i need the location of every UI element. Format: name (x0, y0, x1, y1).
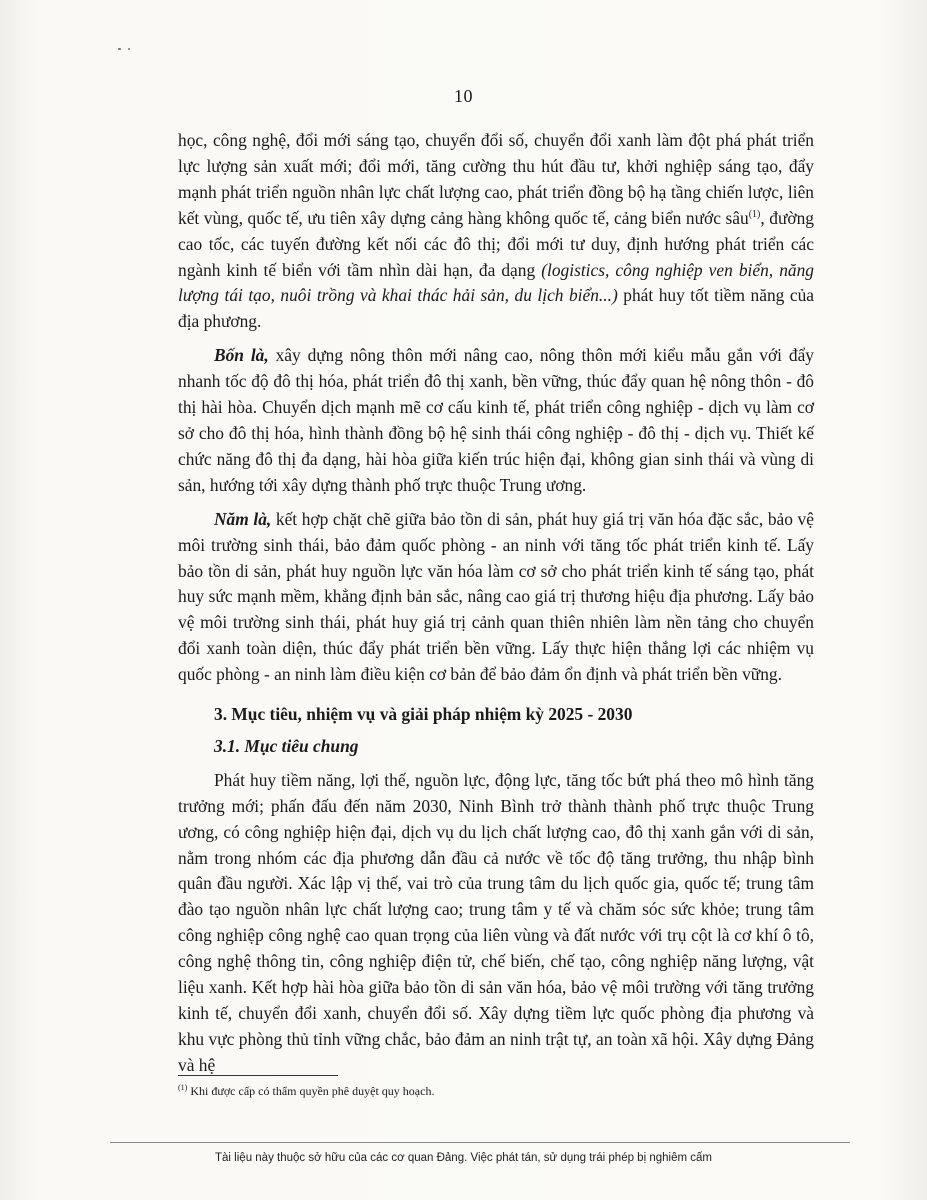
footnote-divider (178, 1075, 338, 1076)
paragraph-text: xây dựng nông thôn mới nâng cao, nông thôn mới kiểu mẫu gắn với đẩy nhanh tốc độ đô thị hóa, phát triển đô thị xanh, bền vững, thúc đẩy quan hệ nông thôn - đô thị hài hòa. Chuyển dịch mạnh mẽ cơ cấu kinh tế, phát triển công nghiệp - dịch vụ làm cơ sở cho đô thị hóa, hình thành đồng bộ hệ sinh thái công nghiệp - đô thị - dịch vụ. Thiết kế chức năng đô thị đa dạng, hài hòa giữa kiến trúc hiện đại, không gian sinh thái và vùng di sản, hướng tới xây dựng thành phố trực thuộc Trung ương. (178, 345, 814, 495)
document-body (178, 128, 814, 1079)
paragraph-text: học, công nghệ, đổi mới sáng tạo, chuyển đổi số, chuyển đổi xanh làm đột phá phát triển lực lượng sản xuất mới; đổi mới, tăng cường thu hút đầu tư, khởi nghiệp sáng tạo, đẩy mạnh phát triển nguồn nhân lực chất lượng cao, phát triển đồng bộ hạ tầng chiến lược, liên kết vùng, quốc tế, ưu tiên xây dựng cảng hàng không quốc tế, cảng biển nước sâu (178, 130, 814, 228)
footnote-marker: (1) (178, 1083, 188, 1092)
paragraph-italic-text: (logistics, công nghiệp ven biển, năng lượng tái tạo, nuôi trồng và khai thác hải sản, du lịch biển...) (178, 259, 814, 306)
paragraph-lead: Bốn là, (214, 345, 269, 366)
paragraph-nam-la (178, 507, 814, 688)
footnote-text: Khi được cấp có thẩm quyền phê duyệt quy hoạch. (187, 1084, 435, 1098)
paragraph-text: , đường cao tốc, các tuyến đường kết nối các đô thị; đổi mới tư duy, định hướng phát triển các ngành kinh tế biển với tầm nhìn dài hạn, đa dạng (178, 207, 814, 280)
scan-speck (118, 48, 121, 50)
footnote (178, 1084, 434, 1099)
section-heading: 3. Mục tiêu, nhiệm vụ và giải pháp nhiệm kỳ 2025 - 2030 (214, 704, 633, 725)
paragraph-text: phát huy tốt tiềm năng của địa phương. (178, 285, 814, 332)
paragraph-lead: Năm là, (214, 508, 272, 529)
paragraph-bon-la (178, 343, 814, 498)
footnote-reference[interactable]: (1) (748, 208, 761, 220)
subsection-heading: 3.1. Mục tiêu chung (214, 735, 359, 756)
paragraph-text: kết hợp chặt chẽ giữa bảo tồn di sản, phát huy giá trị văn hóa đặc sắc, bảo vệ môi trường sinh thái, bảo đảm quốc phòng - an ninh với tăng tốc phát triển kinh tế. Lấy bảo tồn di sản, phát huy nguồn lực văn hóa làm cơ sở cho phát triển kinh tế sáng tạo, phát huy sức mạnh mềm, khẳng định bản sắc, nâng cao giá trị thương hiệu địa phương. Lấy bảo vệ môi trường sinh thái, phát huy giá trị cảnh quan thiên nhiên làm nền tảng cho chuyển đổi xanh toàn diện, thúc đẩy phát triển bền vững. Lấy thực hiện thắng lợi các nhiệm vụ quốc phòng - an ninh làm điều kiện cơ bản để bảo đảm ổn định và phát triển bền vững. (178, 508, 814, 685)
scan-speck (128, 48, 130, 50)
paragraph-continuation (178, 128, 814, 335)
page-number: 10 (454, 86, 473, 106)
footer-notice: Tài liệu này thuộc sở hữu của các cơ quan Đảng. Việc phát tán, sử dụng trái phép bị nghiêm cấm (215, 1152, 712, 1164)
paragraph-muc-tieu-chung: Phát huy tiềm năng, lợi thế, nguồn lực, động lực, tăng tốc bứt phá theo mô hình tăng trưởng mới; phấn đấu đến năm 2030, Ninh Bình trở thành thành phố trực thuộc Trung ương, có công nghiệp hiện đại, dịch vụ du lịch chất lượng cao, đô thị xanh gắn với di sản, nằm trong nhóm các địa phương dẫn đầu cả nước về tốc độ tăng trưởng, thu nhập bình quân đầu người. Xác lập vị thế, vai trò của trung tâm du lịch quốc gia, quốc tế; trung tâm đào tạo nguồn nhân lực chất lượng cao; trung tâm y tế và chăm sóc sức khỏe; trung tâm công nghiệp công nghệ cao quan trọng của liên vùng và đất nước với trụ cột là cơ khí ô tô, công nghệ thông tin, công nghiệp điện tử, chế biến, chế tạo, công nghiệp năng lượng, vật liệu xanh. Kết hợp hài hòa giữa bảo tồn di sản văn hóa, bảo vệ môi trường với tăng trưởng kinh tế, chuyển đổi xanh, chuyển đổi số. Xây dựng tiềm lực quốc phòng địa phương và khu vực phòng thủ tỉnh vững chắc, bảo đảm an ninh trật tự, an toàn xã hội. Xây dựng Đảng và hệ (178, 769, 814, 1075)
footer-divider (110, 1142, 850, 1143)
